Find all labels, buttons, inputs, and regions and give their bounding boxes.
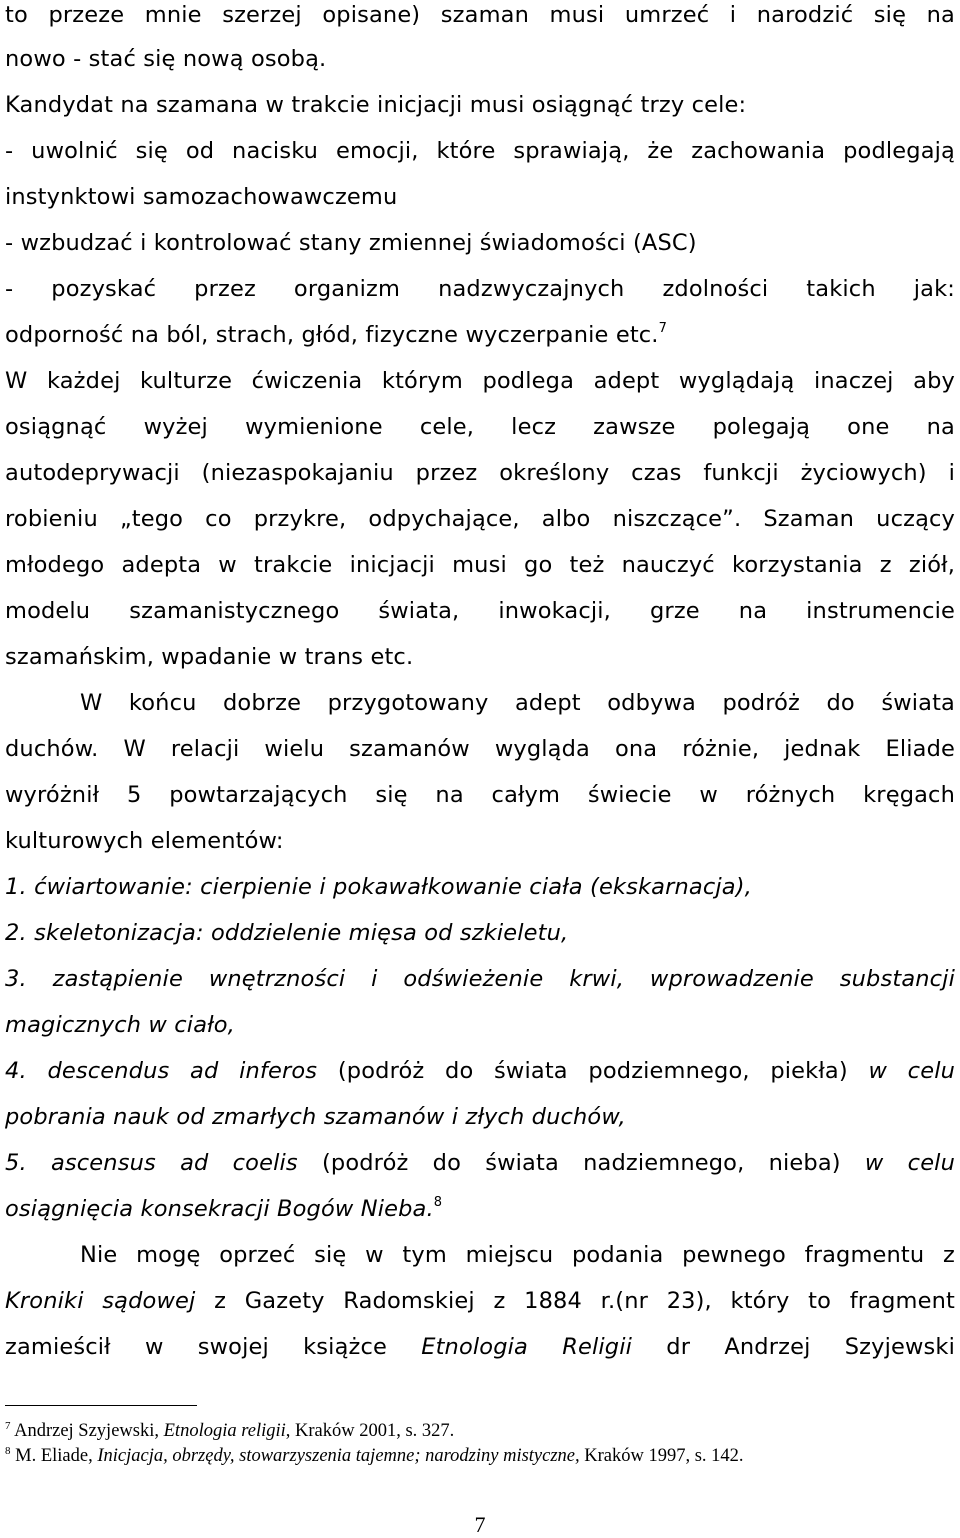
list-item: magicznych w ciało, [5,1012,235,1038]
footnote-8 [5,1445,744,1467]
text-line: autodeprywacji (niezaspokajaniu przez określony czas funkcji życiowych) i [5,460,955,486]
text-span: z Gazety Radomskiej z 1884 r.(nr 23), który to fragment [195,1288,955,1314]
list-item [5,1194,955,1224]
page-number: 7 [474,1512,486,1537]
text-span: dr Andrzej Szyjewski [632,1334,955,1360]
footnote-italic: Inicjacja, obrzędy, stowarzyszenia tajemne; narodziny mistyczne, [97,1446,580,1466]
text-line: W końcu dobrze przygotowany adept odbywa podróż do świata [80,690,955,716]
text-line: - pozyskać przez organizm nadzwyczajnych zdolności takich jak: [5,276,955,302]
footnote-7 [5,1420,454,1442]
footnote-separator [5,1405,197,1406]
text-line: W każdej kulturze ćwiczenia którym podlega adept wyglądają inaczej aby [5,368,955,394]
text-line: - uwolnić się od nacisku emocji, które sprawiają, że zachowania podlegają [5,138,955,164]
text-line: kulturowych elementów: [5,828,284,854]
text-line: młodego adepta w trakcie inicjacji musi go też nauczyć korzystania z ziół, [5,552,955,578]
text-span: zamieścił w swojej książce [5,1334,422,1360]
text-line: - wzbudzać i kontrolować stany zmiennej świadomości (ASC) [5,230,697,256]
footnote-ref-7: 7 [658,321,668,336]
text-line: instynktowi samozachowawczemu [5,184,398,210]
list-item-plain: (podróż do świata podziemnego, piekła) [317,1058,869,1084]
list-item-italic: 4. descendus ad inferos [5,1058,318,1084]
footnote-number: 8 [5,1445,11,1457]
footnote-text: Kraków 1997, s. 142. [579,1446,744,1466]
footnote-text: , Kraków 2001, s. 327. [285,1421,455,1441]
text-line: osiągnąć wyżej wymienione cele, lecz zawsze polegają one na [5,414,955,440]
list-item-italic: w celu [864,1150,955,1176]
text-line: robieniu „tego co przykre, odpychające, albo niszczące”. Szaman uczący [5,506,955,532]
italic-title: Kroniki sądowej [5,1288,196,1314]
text-line: Kandydat na szamana w trakcie inicjacji musi osiągnąć trzy cele: [5,92,747,118]
text-line: to przeze mnie szerzej opisane) szaman musi umrzeć i narodzić się na [5,2,955,28]
footnote-number: 7 [5,1420,11,1432]
text-line: nowo - stać się nową osobą. [5,46,327,72]
list-item: pobrania nauk od zmarłych szamanów i złych duchów, [5,1104,626,1130]
list-item: 3. zastąpienie wnętrzności i odświeżenie krwi, wprowadzenie substancji [5,966,955,992]
text-line [5,320,955,350]
text-line [5,1332,955,1362]
text-line [5,1286,955,1316]
list-item: 2. skeletonizacja: oddzielenie mięsa od szkieletu, [5,920,569,946]
list-item-italic: 5. ascensus ad coelis [5,1150,298,1176]
list-item-italic: w celu [868,1058,956,1084]
footnote-italic: Etnologia religii [163,1421,286,1441]
text-span: odporność na ból, strach, głód, fizyczne wyczerpanie etc. [5,322,659,348]
footnote-ref-8: 8 [433,1195,443,1210]
list-item [5,1056,955,1086]
text-line: wyróżnił 5 powtarzających się na całym świecie w różnych kręgach [5,782,955,808]
list-item-plain: (podróż do świata nadziemnego, nieba) [297,1150,865,1176]
text-line: duchów. W relacji wielu szamanów wygląda ona różnie, jednak Eliade [5,736,955,762]
text-line: modelu szamanistycznego świata, inwokacji, grze na instrumencie [5,598,955,624]
list-item: 1. ćwiartowanie: cierpienie i pokawałkowanie ciała (ekskarnacja), [5,874,752,900]
text-line: szamańskim, wpadanie w trans etc. [5,644,414,670]
italic-title: Etnologia Religii [421,1334,633,1360]
text-line: Nie mogę oprzeć się w tym miejscu podania pewnego fragmentu z [80,1242,955,1268]
list-item-text: osiągnięcia konsekracji Bogów Nieba. [5,1196,434,1222]
list-item [5,1148,955,1178]
footnote-text: M. Eliade, [10,1446,98,1466]
footnote-text: Andrzej Szyjewski, [10,1421,164,1441]
